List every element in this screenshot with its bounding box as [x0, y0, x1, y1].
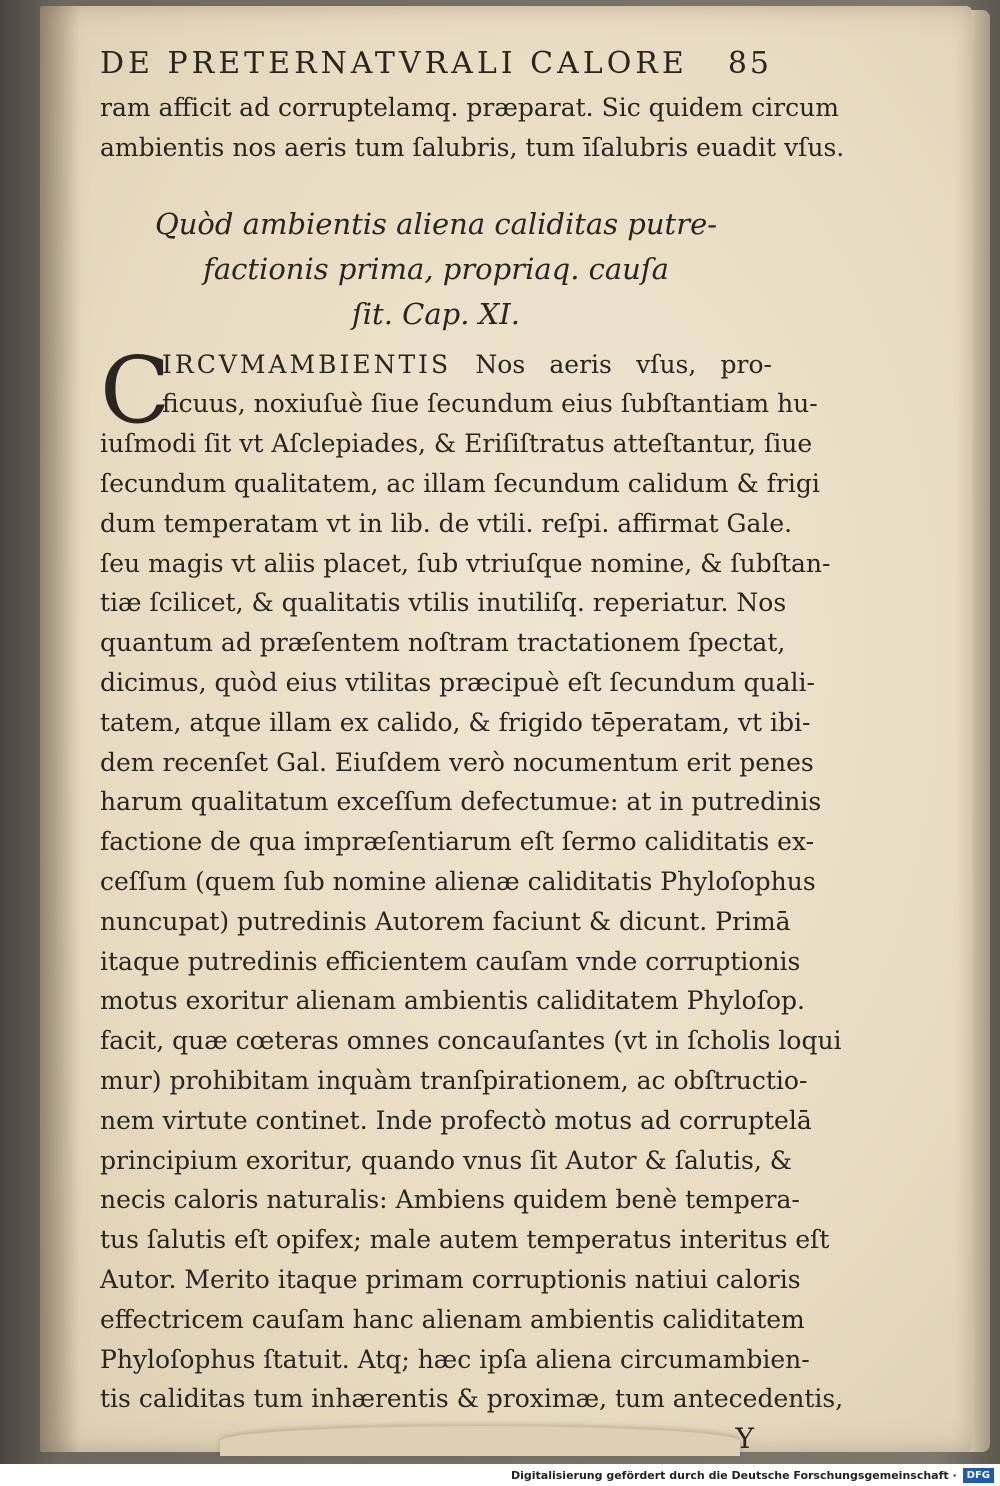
text-line: necis caloris naturalis: Ambiens quidem benè tempera-	[100, 1185, 800, 1215]
text-line: facit, quæ cœteras omnes concauſantes (vt in ſcholis loqui	[100, 1026, 842, 1056]
opening-line-rest: Nos aeris vſus, pro-	[475, 349, 772, 379]
text-line: nuncupat) putredinis Autorem faciunt & dicunt. Primā	[100, 906, 791, 936]
text-line: factione de qua impræſentiarum eſt ſermo caliditatis ex-	[100, 827, 815, 857]
text-line: ceſſum (quem ſub nomine alienæ caliditatis Phyloſophus	[100, 866, 816, 896]
page-gutter-shadow	[40, 6, 80, 1452]
chapter-heading-line: ſit. Cap. XI.	[352, 296, 520, 331]
text-line: motus exoritur alienam ambientis caliditatem Phyloſop.	[100, 986, 805, 1016]
text-line: ficuus, noxiuſuè ſiue ſecundum eius ſubſtantiam hu-	[162, 389, 818, 419]
body-lines	[100, 424, 844, 1419]
text-line: ſecundum qualitatem, ac illam ſecundum calidum & frigi	[100, 468, 820, 498]
text-line: Phyloſophus ſtatuit. Atq; hæc ipſa aliena circumambien-	[100, 1344, 810, 1374]
text-line: mur) prohibitam inquàm tranſpirationem, ac obſtructio-	[100, 1065, 808, 1095]
text-block	[100, 40, 845, 1459]
text-line-first	[100, 345, 772, 385]
text-line: dum temperatam vt in lib. de vtili. reſpi. affirmat Gale.	[100, 508, 793, 538]
opening-caps: IRCVMAMBIENTIS	[162, 349, 452, 379]
text-line: effectricem cauſam hanc alienam ambientis caliditatem	[100, 1304, 805, 1334]
text-line: dem recenſet Gal. Eiuſdem verò nocumentum erit penes	[100, 747, 814, 777]
chapter-heading-line: Quòd ambientis aliena caliditas putre-	[154, 206, 718, 241]
text-line: ambientis nos aeris tum ſalubris, tum īſalubris euadit vſus.	[100, 132, 845, 162]
text-line: principium exoritur, quando vnus ſit Autor & ſalutis, &	[100, 1145, 793, 1175]
page-number: 85	[727, 46, 772, 81]
text-line: tis caliditas tum inhærentis & proximæ, tum antecedentis,	[100, 1384, 844, 1414]
drop-cap: C	[100, 336, 171, 444]
footer-bar	[0, 1464, 1000, 1486]
text-line: quantum ad præſentem noſtram tractationem ſpectat,	[100, 628, 786, 658]
body-text	[100, 336, 844, 1460]
text-line: iuſmodi ſit vt Aſclepiades, & Eriſiſtratus atteſtantur, ſiue	[100, 429, 813, 459]
footer-credit: Digitalisierung gefördert durch die Deutsche Forschungsgemeinschaft ·	[510, 1468, 957, 1482]
text-line: tus ſalutis eſt opifex; male autem temperatus interitus eſt	[100, 1225, 830, 1255]
chapter-heading-line: factionis prima, propriaq. cauſa	[203, 251, 669, 286]
signature-mark: Y	[735, 1422, 754, 1456]
running-head	[100, 40, 772, 88]
text-line: ſeu magis vt aliis placet, ſub vtriuſque nomine, & ſubſtan-	[100, 548, 831, 578]
text-line: tiæ ſcilicet, & qualitatis vtilis inutiliſq. reperiatur. Nos	[100, 588, 787, 618]
chapter-heading	[100, 202, 772, 337]
text-line: ram afficit ad corruptelamq. præparat. Sic quidem circum	[100, 93, 839, 122]
text-line: itaque putredinis efficientem cauſam vnde corruptionis	[100, 946, 801, 976]
text-line: nem virtute continet. Inde profectò motus ad corruptelā	[100, 1105, 812, 1135]
dfg-logo: DFG	[963, 1468, 994, 1483]
text-line: harum qualitatum exceſſum defectumue: at in putredinis	[100, 787, 822, 817]
text-line: Autor. Merito itaque primam corruptionis natiui caloris	[100, 1264, 801, 1294]
text-line: dicimus, quòd eius vtilitas præcipuè eſt ſecundum quali-	[100, 667, 815, 697]
running-head-title: DE PRETERNATVRALI CALORE	[100, 46, 688, 81]
text-line: tatem, atque illam ex calido, & frigido tēperatam, vt ibi-	[100, 707, 811, 737]
